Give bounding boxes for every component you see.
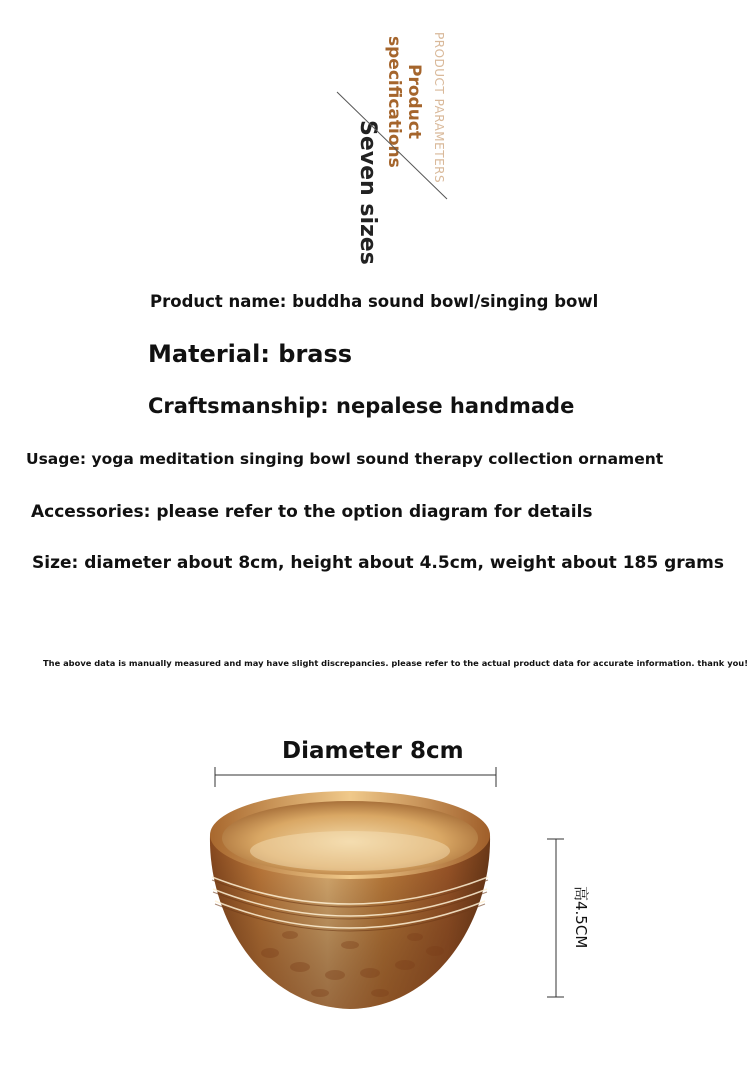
- product-parameters-label: PRODUCT PARAMETERS: [432, 32, 446, 184]
- product-specifications-line1: Product: [404, 64, 424, 139]
- singing-bowl-image: [200, 785, 500, 1015]
- diameter-caption: Diameter 8cm: [282, 738, 464, 764]
- spec-accessories: Accessories: please refer to the option diagram for details: [31, 502, 593, 522]
- height-caption: 高4.5CM: [572, 886, 590, 949]
- header-diagonal-line: [0, 0, 750, 280]
- spec-product-name: Product name: buddha sound bowl/singing bowl: [150, 292, 599, 311]
- spec-craftsmanship: Craftsmanship: nepalese handmade: [148, 394, 575, 418]
- spec-size: Size: diameter about 8cm, height about 4.5cm, weight about 185 grams: [32, 553, 724, 573]
- seven-sizes-label: Seven sizes: [355, 120, 380, 265]
- spec-material: Material: brass: [148, 340, 353, 368]
- measurement-disclaimer: The above data is manually measured and may have slight discrepancies. please refer to the actual product data for accurate information. thank you!: [43, 658, 748, 668]
- spec-usage: Usage: yoga meditation singing bowl sound therapy collection ornament: [26, 450, 664, 468]
- product-specifications-line2: specifications: [384, 36, 404, 168]
